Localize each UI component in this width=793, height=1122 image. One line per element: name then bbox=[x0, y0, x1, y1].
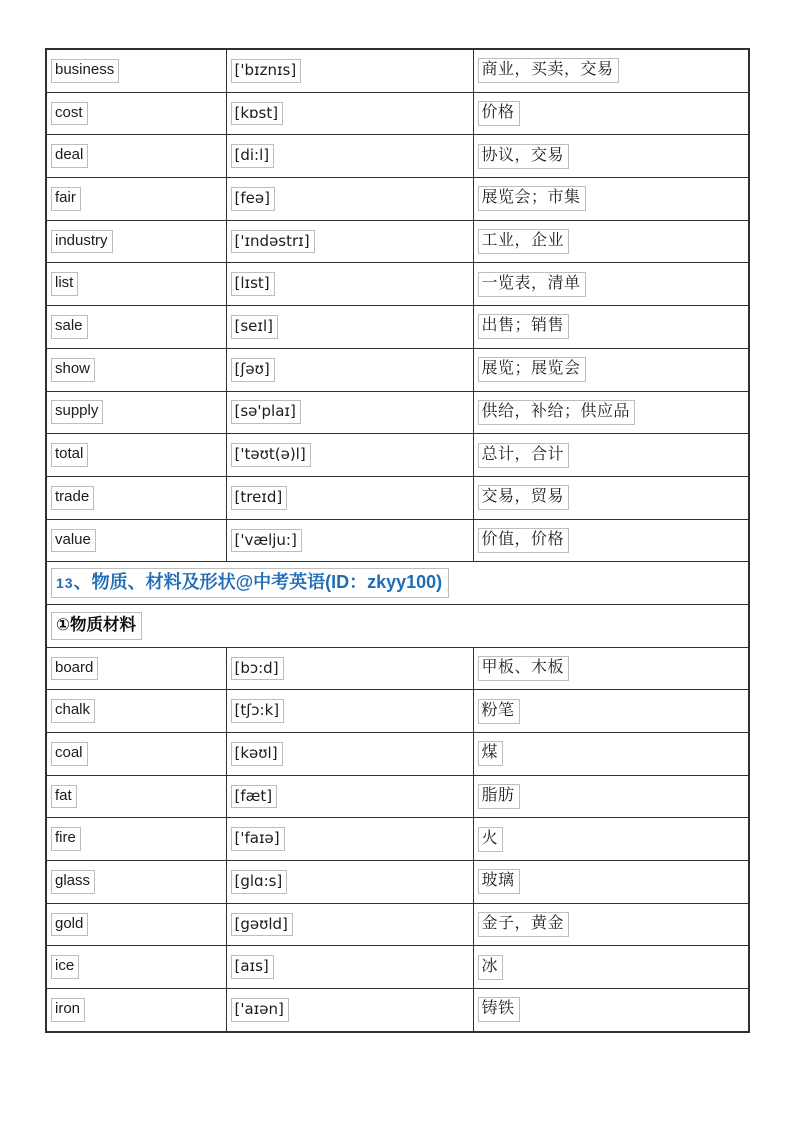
meaning-text: 协议，交易 bbox=[478, 144, 570, 169]
word-cell bbox=[46, 818, 226, 861]
table-row bbox=[46, 476, 749, 519]
phonetic-text: [gəʊld] bbox=[231, 913, 293, 937]
word-text: deal bbox=[51, 144, 88, 168]
table-row bbox=[46, 135, 749, 178]
word-text: fire bbox=[51, 827, 81, 851]
phonetic-text: [tʃɔ:k] bbox=[231, 699, 285, 723]
word-text: gold bbox=[51, 913, 88, 937]
phonetic-text: [ʃəʊ] bbox=[231, 358, 275, 382]
phonetic-cell bbox=[226, 519, 473, 562]
table-row bbox=[46, 178, 749, 221]
meaning-cell bbox=[473, 818, 749, 861]
meaning-text: 火 bbox=[478, 827, 504, 852]
word-text: glass bbox=[51, 870, 95, 894]
meaning-text: 煤 bbox=[478, 741, 504, 766]
table-row bbox=[46, 348, 749, 391]
phonetic-cell bbox=[226, 348, 473, 391]
meaning-cell bbox=[473, 733, 749, 776]
table-row bbox=[46, 306, 749, 349]
table-row bbox=[46, 946, 749, 989]
meaning-cell bbox=[473, 476, 749, 519]
word-cell bbox=[46, 903, 226, 946]
phonetic-cell bbox=[226, 733, 473, 776]
word-text: fat bbox=[51, 785, 77, 809]
phonetic-text: [seɪl] bbox=[231, 315, 279, 339]
section-heading-text bbox=[51, 568, 449, 598]
subsection-heading-text: ①物质材料 bbox=[51, 612, 142, 640]
meaning-text: 价格 bbox=[478, 101, 520, 126]
phonetic-cell bbox=[226, 989, 473, 1032]
word-text: cost bbox=[51, 102, 88, 126]
word-text: board bbox=[51, 657, 98, 681]
phonetic-text: [kəʊl] bbox=[231, 742, 283, 766]
meaning-text: 铸铁 bbox=[478, 997, 520, 1022]
table-row bbox=[46, 49, 749, 92]
word-text: industry bbox=[51, 230, 113, 254]
table-row bbox=[46, 92, 749, 135]
word-text: show bbox=[51, 358, 95, 382]
phonetic-text: [feə] bbox=[231, 187, 275, 211]
table-row bbox=[46, 733, 749, 776]
phonetic-cell bbox=[226, 49, 473, 92]
word-cell bbox=[46, 519, 226, 562]
table-row bbox=[46, 775, 749, 818]
phonetic-cell bbox=[226, 135, 473, 178]
table-row bbox=[46, 391, 749, 434]
meaning-cell bbox=[473, 348, 749, 391]
meaning-cell bbox=[473, 391, 749, 434]
meaning-cell bbox=[473, 135, 749, 178]
word-cell bbox=[46, 733, 226, 776]
word-cell bbox=[46, 946, 226, 989]
phonetic-text: [fæt] bbox=[231, 785, 278, 809]
meaning-text: 甲板、木板 bbox=[478, 656, 570, 681]
phonetic-text: [lɪst] bbox=[231, 272, 275, 296]
word-cell bbox=[46, 348, 226, 391]
word-text: chalk bbox=[51, 699, 95, 723]
table-row bbox=[46, 903, 749, 946]
table-row bbox=[46, 818, 749, 861]
word-text: sale bbox=[51, 315, 88, 339]
meaning-cell bbox=[473, 263, 749, 306]
table-body bbox=[46, 49, 749, 1032]
meaning-cell bbox=[473, 861, 749, 904]
subsection-heading-cell bbox=[46, 604, 749, 647]
word-cell bbox=[46, 49, 226, 92]
word-cell bbox=[46, 263, 226, 306]
word-cell bbox=[46, 178, 226, 221]
phonetic-text: ['vælju:] bbox=[231, 529, 302, 553]
meaning-text: 出售；销售 bbox=[478, 314, 570, 339]
phonetic-cell bbox=[226, 178, 473, 221]
meaning-cell bbox=[473, 220, 749, 263]
table-row bbox=[46, 647, 749, 690]
word-text: total bbox=[51, 443, 88, 467]
meaning-cell bbox=[473, 690, 749, 733]
phonetic-text: ['təʊt(ə)l] bbox=[231, 443, 311, 467]
word-cell bbox=[46, 647, 226, 690]
table-row bbox=[46, 434, 749, 477]
phonetic-text: ['faɪə] bbox=[231, 827, 285, 851]
meaning-text: 金子，黄金 bbox=[478, 912, 570, 937]
word-text: list bbox=[51, 272, 78, 296]
word-text: ice bbox=[51, 955, 79, 979]
word-cell bbox=[46, 306, 226, 349]
word-cell bbox=[46, 135, 226, 178]
phonetic-cell bbox=[226, 818, 473, 861]
phonetic-cell bbox=[226, 476, 473, 519]
word-cell bbox=[46, 92, 226, 135]
meaning-cell bbox=[473, 775, 749, 818]
meaning-text: 一览表，清单 bbox=[478, 272, 586, 297]
word-cell bbox=[46, 861, 226, 904]
phonetic-cell bbox=[226, 647, 473, 690]
meaning-text: 粉笔 bbox=[478, 699, 520, 724]
section-number: 13 bbox=[56, 575, 74, 592]
meaning-cell bbox=[473, 306, 749, 349]
meaning-text: 价值，价格 bbox=[478, 528, 570, 553]
word-text: trade bbox=[51, 486, 94, 510]
word-text: value bbox=[51, 529, 96, 553]
meaning-text: 玻璃 bbox=[478, 869, 520, 894]
meaning-cell bbox=[473, 647, 749, 690]
word-cell bbox=[46, 220, 226, 263]
phonetic-cell bbox=[226, 690, 473, 733]
phonetic-cell bbox=[226, 391, 473, 434]
meaning-text: 工业，企业 bbox=[478, 229, 570, 254]
phonetic-text: ['ɪndəstrɪ] bbox=[231, 230, 315, 254]
phonetic-cell bbox=[226, 92, 473, 135]
phonetic-cell bbox=[226, 263, 473, 306]
meaning-cell bbox=[473, 434, 749, 477]
phonetic-cell bbox=[226, 434, 473, 477]
phonetic-text: ['bɪznɪs] bbox=[231, 59, 302, 83]
meaning-cell bbox=[473, 903, 749, 946]
phonetic-cell bbox=[226, 220, 473, 263]
meaning-text: 供给，补给；供应品 bbox=[478, 400, 636, 425]
word-cell bbox=[46, 434, 226, 477]
phonetic-text: [bɔ:d] bbox=[231, 657, 284, 681]
word-cell bbox=[46, 989, 226, 1032]
word-cell bbox=[46, 391, 226, 434]
phonetic-text: [kɒst] bbox=[231, 102, 284, 126]
word-cell bbox=[46, 775, 226, 818]
word-text: supply bbox=[51, 400, 103, 424]
word-text: fair bbox=[51, 187, 81, 211]
table-row bbox=[46, 263, 749, 306]
meaning-cell bbox=[473, 519, 749, 562]
meaning-text: 商业，买卖，交易 bbox=[478, 58, 619, 83]
phonetic-cell bbox=[226, 775, 473, 818]
meaning-cell bbox=[473, 178, 749, 221]
meaning-text: 展览会；市集 bbox=[478, 186, 586, 211]
table-row bbox=[46, 690, 749, 733]
section-heading-cell bbox=[46, 562, 749, 605]
word-text: coal bbox=[51, 742, 88, 766]
meaning-cell bbox=[473, 49, 749, 92]
meaning-text: 总计，合计 bbox=[478, 443, 570, 468]
vocabulary-table bbox=[45, 48, 750, 1033]
word-text: business bbox=[51, 59, 119, 83]
meaning-cell bbox=[473, 946, 749, 989]
phonetic-text: [aɪs] bbox=[231, 955, 274, 979]
word-cell bbox=[46, 690, 226, 733]
section-title: 、物质、材料及形状@中考英语(ID：zkyy100) bbox=[73, 572, 443, 593]
meaning-text: 交易，贸易 bbox=[478, 485, 570, 510]
phonetic-cell bbox=[226, 946, 473, 989]
phonetic-text: [glɑ:s] bbox=[231, 870, 288, 894]
meaning-text: 冰 bbox=[478, 955, 504, 980]
table-row bbox=[46, 519, 749, 562]
word-cell bbox=[46, 476, 226, 519]
phonetic-text: [treɪd] bbox=[231, 486, 288, 510]
table-row bbox=[46, 861, 749, 904]
meaning-cell bbox=[473, 989, 749, 1032]
subsection-heading-row bbox=[46, 604, 749, 647]
phonetic-cell bbox=[226, 306, 473, 349]
meaning-text: 脂肪 bbox=[478, 784, 520, 809]
meaning-text: 展览；展览会 bbox=[478, 357, 586, 382]
phonetic-text: [sə'plaɪ] bbox=[231, 400, 301, 424]
word-text: iron bbox=[51, 998, 85, 1022]
table-row bbox=[46, 989, 749, 1032]
phonetic-text: [di:l] bbox=[231, 144, 275, 168]
meaning-cell bbox=[473, 92, 749, 135]
table-row bbox=[46, 220, 749, 263]
phonetic-cell bbox=[226, 903, 473, 946]
phonetic-text: ['aɪən] bbox=[231, 998, 289, 1022]
section-heading-row bbox=[46, 562, 749, 605]
phonetic-cell bbox=[226, 861, 473, 904]
